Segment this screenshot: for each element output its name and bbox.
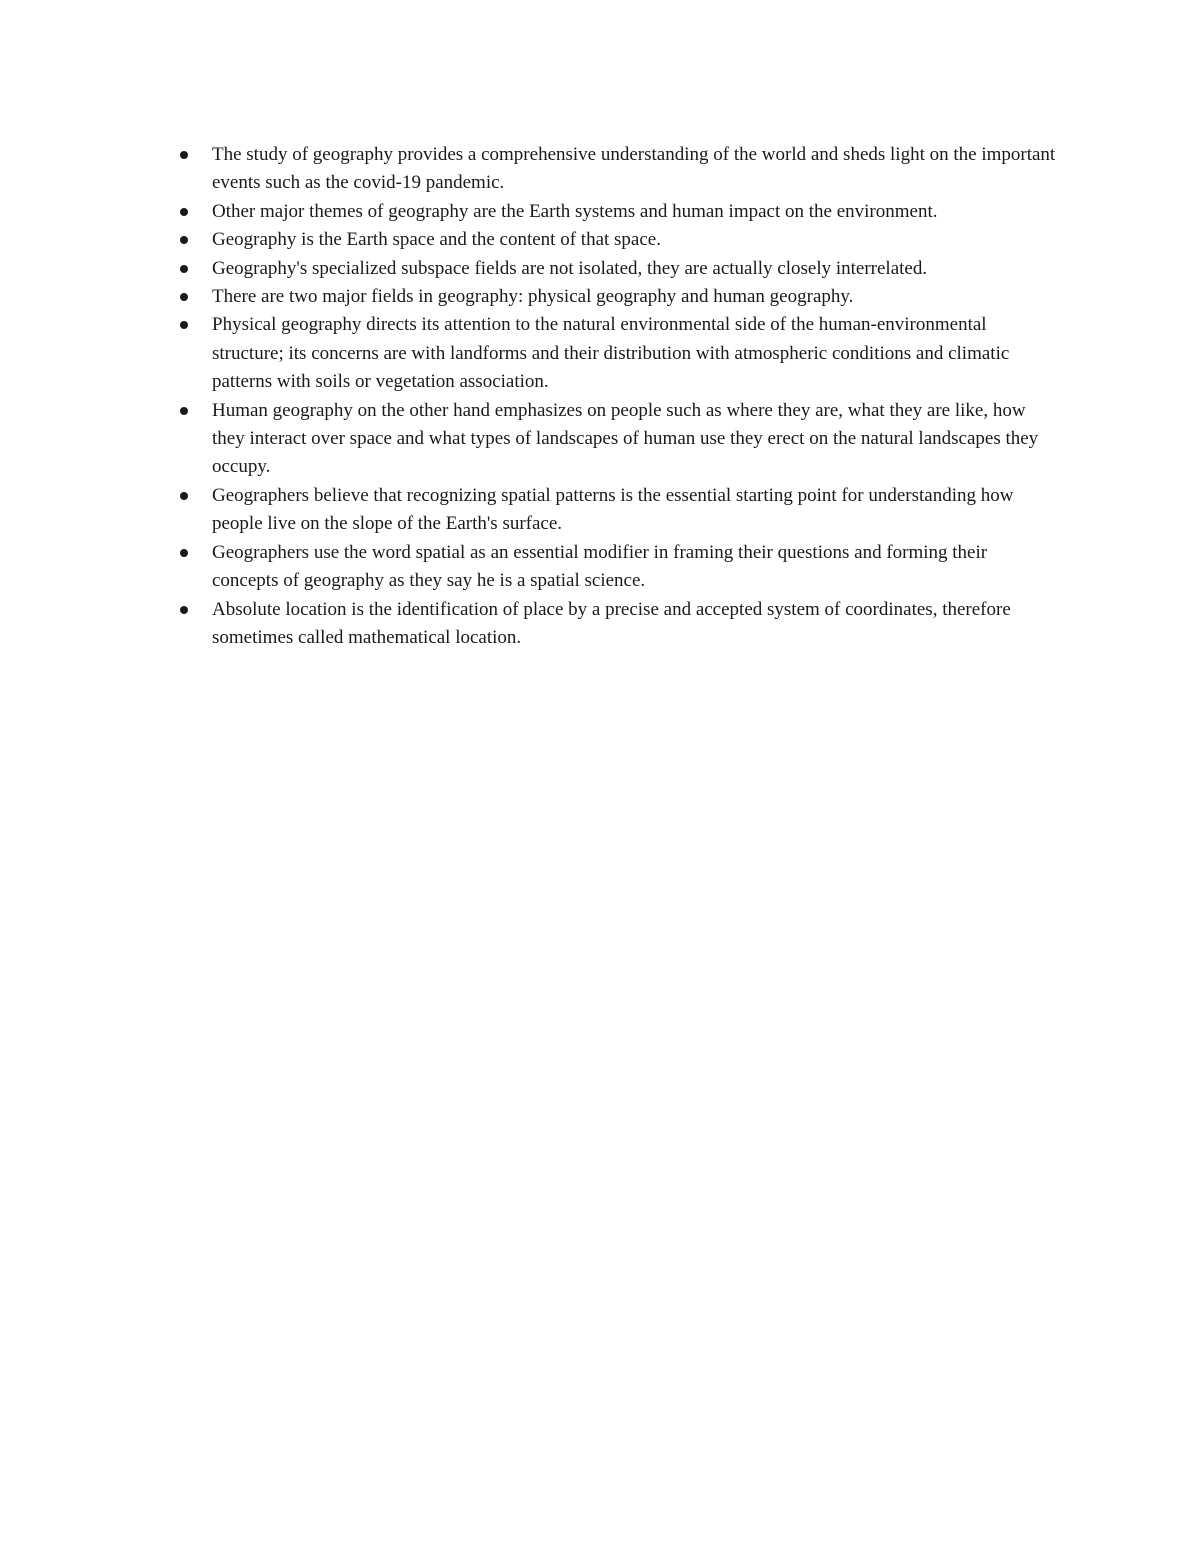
bullet-icon — [180, 265, 188, 273]
list-item-text: Other major themes of geography are the Earth systems and human impact on the environment. — [212, 200, 938, 222]
list-item — [178, 255, 1058, 283]
bullet-icon — [180, 321, 188, 329]
list-item-text: Geography's specialized subspace fields are not isolated, they are actually closely interrelated. — [212, 257, 928, 279]
list-item-text: Geography is the Earth space and the content of that space. — [212, 229, 661, 251]
list-item-text: Human geography on the other hand emphasizes on people such as where they are, what they are like, how they interact over space and what types of landscapes of human use they erect on the natural landscapes they occupy. — [212, 399, 1039, 478]
list-item-text: Geographers believe that recognizing spatial patterns is the essential starting point for understanding how people live on the slope of the Earth's surface. — [212, 484, 1014, 535]
list-item — [178, 397, 1058, 482]
list-item — [178, 311, 1058, 396]
bullet-icon — [180, 492, 188, 500]
list-item-text: The study of geography provides a comprehensive understanding of the world and sheds light on the important events such as the covid-19 pandemic. — [212, 144, 1056, 194]
bullet-list — [178, 141, 1058, 652]
list-item-text: There are two major fields in geography: physical geography and human geography. — [212, 286, 854, 308]
bullet-icon — [180, 151, 188, 159]
list-item-text: Physical geography directs its attention to the natural environmental side of the human-environmental structure; its concerns are with landforms and their distribution with atmospheric conditions and climatic patterns with soils or vegetation association. — [212, 314, 1010, 393]
list-item — [178, 226, 1058, 254]
list-item-text: Geographers use the word spatial as an essential modifier in framing their questions and forming their concepts of geography as they say he is a spatial science. — [212, 541, 988, 592]
bullet-icon — [180, 293, 188, 301]
bullet-icon — [180, 407, 188, 415]
list-item — [178, 283, 1058, 311]
list-item — [178, 482, 1058, 539]
bullet-icon — [180, 549, 188, 557]
list-item-text: Absolute location is the identification of place by a precise and accepted system of coordinates, therefore sometimes called mathematical location. — [212, 598, 1011, 648]
list-item — [178, 596, 1058, 653]
list-item — [178, 539, 1058, 596]
bullet-icon — [180, 236, 188, 244]
list-item — [178, 141, 1058, 198]
bullet-icon — [180, 606, 188, 614]
list-item — [178, 198, 1058, 226]
bullet-icon — [180, 208, 188, 216]
